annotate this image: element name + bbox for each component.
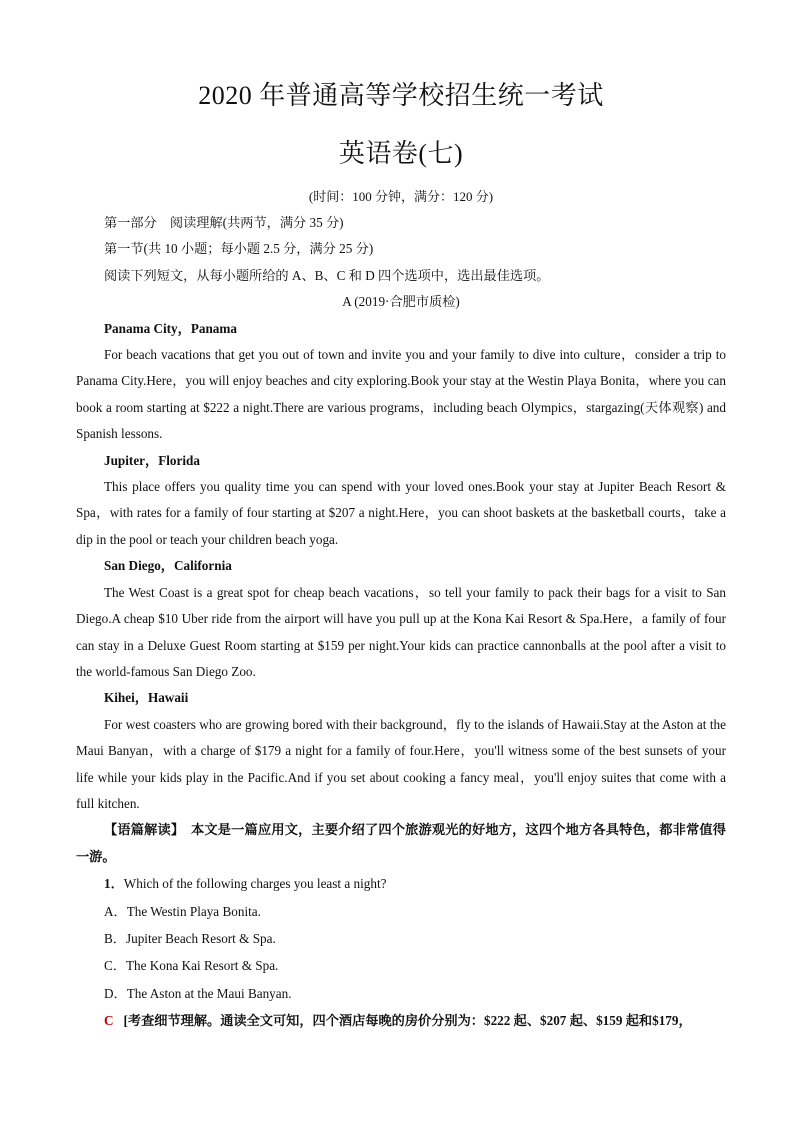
passage-label: A (2019·合肥市质检) (342, 294, 460, 310)
option-c: C．The Kona Kai Resort & Spa. (104, 958, 279, 974)
passage-block-2 (76, 448, 726, 554)
exam-title: 2020 年普通高等学校招生统一考试 (198, 81, 604, 110)
exam-meta: (时间：100 分钟，满分：120 分) (308, 189, 494, 204)
question-stem (76, 870, 726, 897)
option-b: B．Jupiter Beach Resort & Spa. (104, 930, 276, 946)
answer-letter: C (104, 1013, 114, 1029)
option-a: A．The Westin Playa Bonita. (104, 903, 261, 919)
answer-explanation (76, 1007, 726, 1034)
exam-subtitle: 英语卷(七) (338, 139, 464, 168)
passage-heading: Kihei，Hawaii (104, 690, 189, 706)
section-heading: 第一节(共 10 小题；每小题 2.5 分，满分 25 分) (104, 241, 374, 257)
passage-block-1 (76, 316, 726, 448)
passage-heading: Jupiter，Florida (104, 452, 200, 468)
passage-paragraph: For west coasters who are growing bored with their background，fly to the islands of Hawaii.Stay at the Aston at the Maui Banyan，with a charge of $179 a night for a family of four.Here，you'll witness some of the best sunsets of your life while your kids play in the Pacific.And if you set about cooking a fancy meal，you'll enjoy suites that come with a full kitchen. (76, 716, 726, 811)
answer-text: [考查细节理解。通读全文可知，四个酒店每晚的房价分别为：$222 起、$207 起、$159 起和$179， (123, 1013, 692, 1029)
passage-paragraph: This place offers you quality time you can spend with your loved ones.Book your stay at Jupiter Beach Resort & Spa，with rates for a family of four starting at $207 a night.Here，you can shoot baskets at the basketball courts，take a dip in the pool or teach your children beach yoga. (76, 479, 726, 547)
question-text: Which of the following charges you least a night? (123, 876, 387, 892)
instruction-text: 阅读下列短文，从每小题所给的 A、B、C 和 D 四个选项中，选出最佳选项。 (104, 267, 550, 283)
passage-paragraph: For beach vacations that get you out of town and invite you and your family to dive into culture，consider a trip to Panama City.Here，you will enjoy beaches and city exploring.Book your stay at the Westin Playa Bonita，where you can book a room starting at $222 a night.There are various programs，including beach Olympics，stargazing(天体观察) and Spanish lessons. (76, 347, 726, 442)
passage-heading: Panama City，Panama (104, 320, 237, 336)
option-d: D．The Aston at the Maui Banyan. (104, 985, 292, 1001)
passage-block-4 (76, 685, 726, 817)
passage-heading: San Diego，California (104, 558, 232, 574)
question-number: 1． (104, 876, 124, 892)
passage-block-3 (76, 553, 726, 685)
passage-analysis: 【语篇解读】 本文是一篇应用文，主要介绍了四个旅游观光的好地方，这四个地方各具特色，都非常值得一游。 (76, 822, 726, 864)
document-page (76, 74, 726, 1035)
part-heading: 第一部分 阅读理解(共两节，满分 35 分) (104, 215, 344, 230)
passage-paragraph: The West Coast is a great spot for cheap beach vacations，so tell your family to pack their bags for a visit to San Diego.A cheap $10 Uber ride from the airport will have you pull up at the Kona Kai Resort & Spa.Here，a family of four can stay in a Deluxe Guest Room starting at $159 per night.Your kids can practice cannonballs at the pool after a visit to the world-famous San Diego Zoo. (76, 584, 726, 679)
